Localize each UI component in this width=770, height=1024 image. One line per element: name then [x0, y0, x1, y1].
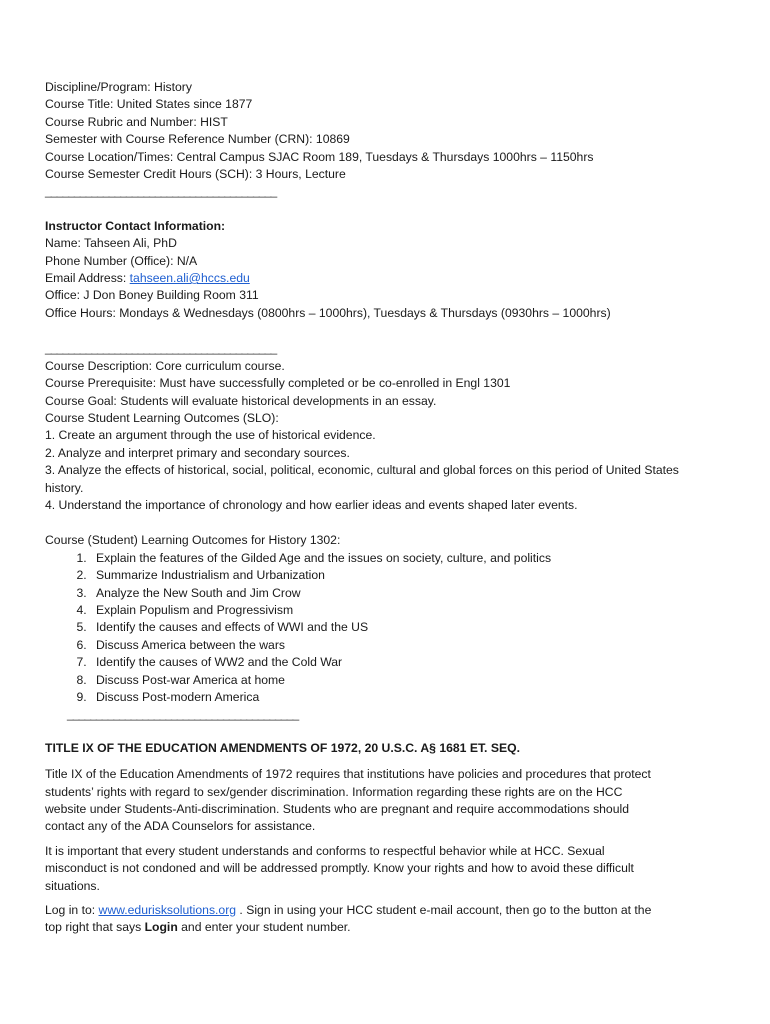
- slo-item: 4. Understand the importance of chronology and how earlier ideas and events shaped later events.: [45, 497, 578, 512]
- title-ix-paragraph: It is important that every student understands and conforms to respectful behavior while at HCC. Sexual misconduct is not condoned and will be addressed promptly. Know your rights and how to avoid these difficult situations.: [45, 843, 634, 893]
- syllabus-page: [45, 79, 735, 944]
- outcome-item: 8. Discuss Post-war America at home: [90, 672, 735, 689]
- outcome-item: 4. Explain Populism and Progressivism: [90, 602, 735, 619]
- instructor-email-line: [45, 270, 735, 287]
- instructor-name: Name: Tahseen Ali, PhD: [45, 236, 177, 251]
- instructor-office: Office: J Don Boney Building Room 311: [45, 288, 259, 303]
- outcome-item: 2. Summarize Industrialism and Urbanization: [90, 567, 735, 584]
- outcome-item: 3. Analyze the New South and Jim Crow: [90, 585, 735, 602]
- section-divider: ________________________________________: [67, 707, 299, 722]
- course-semester-crn: Semester with Course Reference Number (CRN): 10869: [45, 132, 350, 147]
- outcome-item: 6. Discuss America between the wars: [90, 637, 735, 654]
- email-link[interactable]: tahseen.ali@hccs.edu: [129, 271, 250, 286]
- course-location-times: Course Location/Times: Central Campus SJAC Room 189, Tuesdays & Thursdays 1000hrs – 1150hrs: [45, 149, 594, 164]
- outcome-item: 1. Explain the features of the Gilded Age and the issues on society, culture, and politics: [90, 550, 735, 567]
- outcome-item: 9. Discuss Post-modern America: [90, 689, 735, 706]
- title-ix-paragraph: Title IX of the Education Amendments of 1972 requires that institutions have policies and procedures that protect students’ rights with regard to sex/gender discrimination. Information regarding these rights are on the HCC website under Students-Anti-discrimination. Students who are pregnant and require accommodations should contact any of the ADA Counselors for assistance.: [45, 767, 651, 834]
- login-instructions: [45, 902, 665, 937]
- outcome-item: 7. Identify the causes of WW2 and the Cold War: [90, 654, 735, 671]
- login-middle: . Sign in using your HCC student e-mail account, then go to the button at the top right that says: [45, 903, 652, 935]
- edurisksolutions-link[interactable]: www.edurisksolutions.org: [98, 903, 237, 918]
- outcomes-list: [45, 550, 735, 707]
- slo-item: 3. Analyze the effects of historical, social, political, economic, cultural and global forces on this period of United States history.: [45, 463, 679, 495]
- slo-heading: Course Student Learning Outcomes (SLO):: [45, 410, 279, 425]
- login-bold-text: Login: [144, 920, 178, 935]
- outcome-item: 5. Identify the causes and effects of WWI and the US: [90, 619, 735, 636]
- course-rubric: Course Rubric and Number: HIST: [45, 114, 228, 129]
- instructor-heading: Instructor Contact Information:: [45, 218, 226, 233]
- course-description: Course Description: Core curriculum course.: [45, 358, 285, 373]
- login-prefix: Log in to:: [45, 903, 99, 918]
- course-credit-hours: Course Semester Credit Hours (SCH): 3 Hours, Lecture: [45, 167, 346, 182]
- section-divider: ________________________________________: [45, 341, 277, 356]
- course-title: Course Title: United States since 1877: [45, 97, 253, 112]
- section-divider: ________________________________________: [45, 184, 277, 199]
- slo-item: 1. Create an argument through the use of historical evidence.: [45, 428, 376, 443]
- email-label: Email Address:: [45, 271, 130, 286]
- outcomes-heading: Course (Student) Learning Outcomes for History 1302:: [45, 533, 341, 548]
- course-goal: Course Goal: Students will evaluate historical developments in an essay.: [45, 393, 437, 408]
- instructor-phone: Phone Number (Office): N/A: [45, 253, 198, 268]
- slo-item: 2. Analyze and interpret primary and secondary sources.: [45, 445, 350, 460]
- course-prerequisite: Course Prerequisite: Must have successfully completed or be co-enrolled in Engl 1301: [45, 376, 511, 391]
- instructor-office-hours: Office Hours: Mondays & Wednesdays (0800hrs – 1000hrs), Tuesdays & Thursdays (0930hrs – 1000hrs): [45, 305, 611, 320]
- login-suffix: and enter your student number.: [177, 920, 351, 935]
- title-ix-heading: TITLE IX OF THE EDUCATION AMENDMENTS OF 1972, 20 U.S.C. A§ 1681 ET. SEQ.: [45, 740, 520, 755]
- course-discipline: Discipline/Program: History: [45, 80, 192, 94]
